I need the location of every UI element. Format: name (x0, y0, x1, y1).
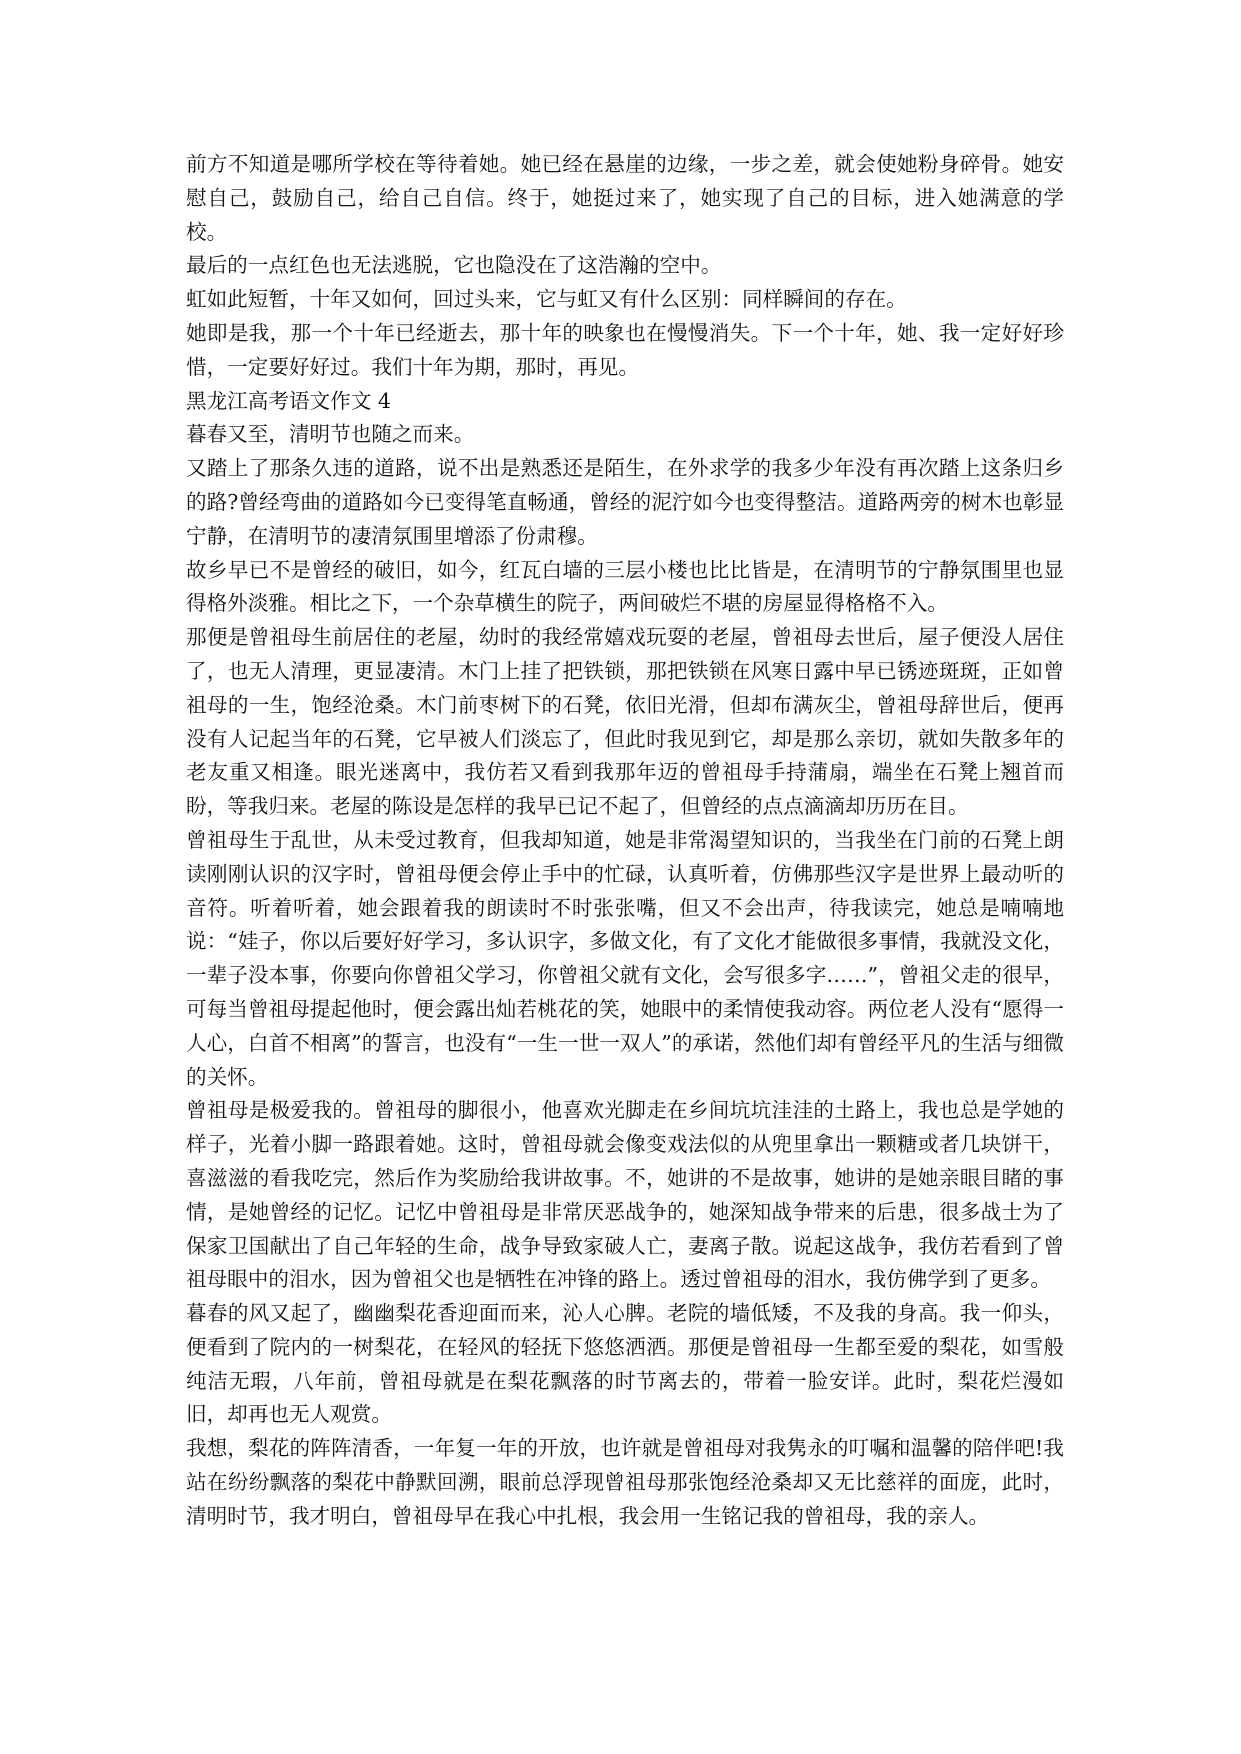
paragraph-hometown: 故乡早已不是曾经的破旧，如今，红瓦白墙的三层小楼也比比皆是，在清明节的宁静氛围里也显得格外淡雅。相比之下，一个杂草横生的院子，两间破烂不堪的房屋显得格格不入。 (186, 557, 1064, 616)
paragraph-memories: 曾祖母是极爱我的。曾祖母的脚很小，他喜欢光脚走在乡间坑坑洼洼的土路上，我也总是学她的样子，光着小脚一路跟着她。这时，曾祖母就会像变戏法似的从兜里拿出一颗糖或者几块饼干，喜滋滋的看我吃完，然后作为奖励给我讲故事。不，她讲的不是故事，她讲的是她亲眼目睹的事情，是她曾经的记忆。记忆中曾祖母是非常厌恶战争的，她深知战争带来的后患，很多战士为了保家卫国献出了自己年轻的生命，战争导致家破人亡，妻离子散。说起这战争，我仿若看到了曾祖母眼中的泪水，因为曾祖父也是牺牲在冲锋的路上。透过曾祖母的泪水，我仿佛学到了更多。 (186, 1098, 1064, 1292)
paragraph-road-home: 又踏上了那条久违的道路，说不出是熟悉还是陌生，在外求学的我多少年没有再次踏上这条归乡的路?曾经弯曲的道路如今已变得笔直畅通，曾经的泥泞如今也变得整洁。道路两旁的树木也彰显宁静，在清明节的凄清氛围里增添了份肃穆。 (186, 456, 1064, 548)
paragraph-closing: 我想，梨花的阵阵清香，一年复一年的开放，也许就是曾祖母对我隽永的叮嘱和温馨的陪伴吧!我站在纷纷飘落的梨花中静默回溯，眼前总浮现曾祖母那张饱经沧桑却又无比慈祥的面庞，此时，清明时节，我才明白，曾祖母早在我心中扎根，我会用一生铭记我的曾祖母，我的亲人。 (186, 1436, 1064, 1528)
essay-title: 黑龙江高考语文作文 4 (186, 388, 391, 413)
document-body (186, 148, 1064, 1534)
paragraph-school: 前方不知道是哪所学校在等待着她。她已经在悬崖的边缘，一步之差，就会使她粉身碎骨。她安慰自己，鼓励自己，给自己自信。终于，她挺过来了，她实现了自己的目标，进入她满意的学校。 (186, 152, 1064, 244)
paragraph-rainbow: 虹如此短暂，十年又如何，回过头来，它与虹又有什么区别：同样瞬间的存在。 (186, 287, 907, 312)
paragraph-pear-blossom: 暮春的风又起了，幽幽梨花香迎面而来，沁人心脾。老院的墙低矮，不及我的身高。我一仰头，便看到了院内的一树梨花，在轻风的轻抚下悠悠洒洒。那便是曾祖母一生都至爱的梨花，如雪般纯洁无瑕，八年前，曾祖母就是在梨花飘落的时节离去的，带着一脸安详。此时，梨花烂漫如旧，却再也无人观赏。 (186, 1301, 1064, 1427)
paragraph-ten-years: 她即是我，那一个十年已经逝去，那十年的映象也在慢慢消失。下一个十年，她、我一定好好珍惜，一定要好好过。我们十年为期，那时，再见。 (186, 320, 1064, 379)
paragraph-late-spring: 暮春又至，清明节也随之而来。 (186, 422, 475, 447)
paragraph-red: 最后的一点红色也无法逃脱，它也隐没在了这浩瀚的空中。 (186, 253, 722, 278)
paragraph-old-house: 那便是曾祖母生前居住的老屋，幼时的我经常嬉戏玩耍的老屋，曾祖母去世后，屋子便没人居住了，也无人清理，更显凄清。木门上挂了把铁锁，那把铁锁在风寒日露中早已锈迹斑斑，正如曾祖母的一生，饱经沧桑。木门前枣树下的石凳，依旧光滑，但却布满灰尘，曾祖母辞世后，便再没有人记起当年的石凳，它早被人们淡忘了，但此时我见到它，却是那么亲切，就如失散多年的老友重又相逢。眼光迷离中，我仿若又看到我那年迈的曾祖母手持蒲扇，端坐在石凳上翘首而盼，等我归来。老屋的陈设是怎样的我早已记不起了，但曾经的点点滴滴却历历在目。 (186, 625, 1064, 819)
paragraph-learning: 曾祖母生于乱世，从未受过教育，但我却知道，她是非常渴望知识的，当我坐在门前的石凳上朗读刚刚认识的汉字时，曾祖母便会停止手中的忙碌，认真听着，仿佛那些汉字是世界上最动听的音符。听着听着，她会跟着我的朗读时不时张张嘴，但又不会出声，待我读完，她总是喃喃地说：“娃子，你以后要好好学习，多认识字，多做文化，有了文化才能做很多事情，我就没文化，一辈子没本事，你要向你曾祖父学习，你曾祖父就有文化，会写很多字……”，曾祖父走的很早，可每当曾祖母提起他时，便会露出灿若桃花的笑，她眼中的柔情使我动容。两位老人没有“愿得一人心，白首不相离”的誓言，也没有“一生一世一双人”的承诺，然他们却有曾经平凡的生活与细微的关怀。 (186, 827, 1064, 1089)
